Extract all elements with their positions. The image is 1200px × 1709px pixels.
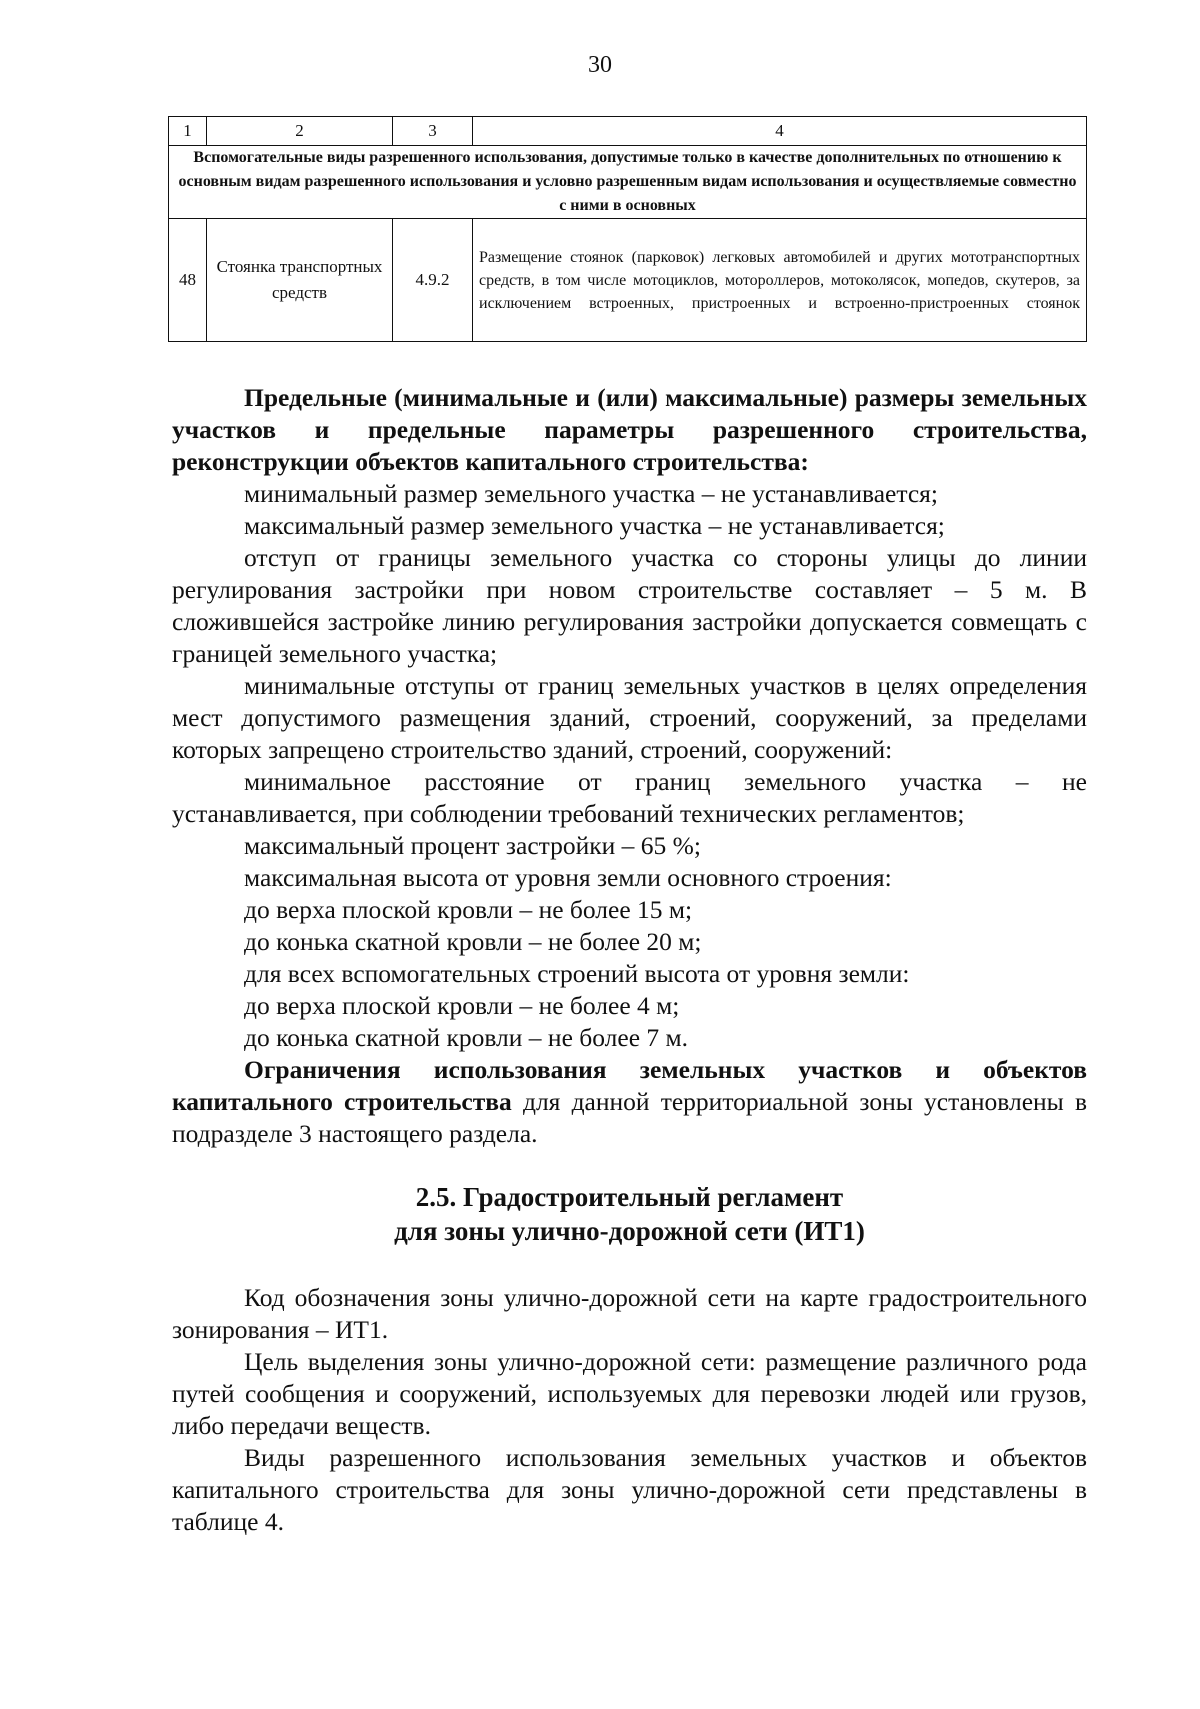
table-row [169,219,1087,342]
document-body [172,382,1087,1538]
limit-item: минимальные отступы от границ земельных участков в целях определения мест допустимого размещения зданий, строений, сооружений, за пределами которых запрещено строительство зданий, строений, сооружений: [172,671,1087,764]
table-header-row [169,117,1087,146]
section-paragraph: Виды разрешенного использования земельных участков и объектов капитального строительства для зоны улично-дорожной сети представлены в таблице 4. [172,1443,1087,1536]
limit-item: максимальный размер земельного участка – не устанавливается; [244,511,945,540]
limit-item: до конька скатной кровли – не более 20 м; [244,927,702,956]
row-description: Размещение стоянок (парковок) легковых автомобилей и других мототранспортных средств, в том числе мотоциклов, мотороллеров, мотоколясок, мопедов, скутеров, за исключением встроенных, пристроенных и встроенно-пристроенных стоянок [473,219,1087,342]
limit-item: максимальная высота от уровня земли основного строения: [244,863,892,892]
limit-item: отступ от границы земельного участка со стороны улицы до линии регулирования застройки при новом строительстве составляет – 5 м. В сложившейся застройке линию регулирования застройки допускается совмещать с границей земельного участка; [172,543,1087,668]
restrictions-paragraph [172,1054,1087,1150]
page-number: 30 [588,52,612,78]
limit-item: минимальное расстояние от границ земельного участка – не устанавливается, при соблюдении требований технических регламентов; [172,767,1087,828]
section-paragraph: Код обозначения зоны улично-дорожной сети на карте градостроительного зонирования – ИТ1. [172,1283,1087,1344]
limit-item: минимальный размер земельного участка – не устанавливается; [244,479,938,508]
limit-item: до верха плоской кровли – не более 15 м; [244,895,693,924]
section-title-line2: для зоны улично-дорожной сети (ИТ1) [394,1216,865,1246]
section-paragraph: Цель выделения зоны улично-дорожной сети: размещение различного рода путей сообщения и сооружений, используемых для перевозки людей или грузов, либо передачи веществ. [172,1347,1087,1440]
table-section-heading: Вспомогательные виды разрешенного использования, допустимые только в качестве дополнительных по отношению к основным видам разрешенного использования и условно разрешенным видам использования и осуществляемые совместно с ними в основных [178,149,1077,214]
table-header-cell: 4 [473,117,1087,146]
table-header-cell: 3 [393,117,473,146]
limit-item: для всех вспомогательных строений высота от уровня земли: [244,959,910,988]
table-header-cell: 1 [169,117,207,146]
limit-item: до конька скатной кровли – не более 7 м. [244,1023,689,1052]
limit-item: до верха плоской кровли – не более 4 м; [244,991,680,1020]
table-header-cell: 2 [207,117,393,146]
row-use-code: 4.9.2 [393,219,473,342]
row-number: 48 [169,219,207,342]
restrictions-bold-text: Ограничения использования земельных участков и объектов капитального строительства [172,1055,1087,1116]
limit-item: максимальный процент застройки – 65 %; [244,831,701,860]
limits-heading: Предельные (минимальные и (или) максимальные) размеры земельных участков и предельные параметры разрешенного строительства, реконструкции объектов капитального строительства: [172,383,1087,476]
restrictions-text: для данной территориальной зоны установлены в подразделе 3 настоящего раздела. [172,1087,1087,1148]
row-use-name: Стоянка транспортных средств [207,219,393,342]
section-title-line1: 2.5. Градостроительный регламент [415,1182,844,1212]
land-use-table [168,116,1087,342]
table-section-row [169,146,1087,219]
